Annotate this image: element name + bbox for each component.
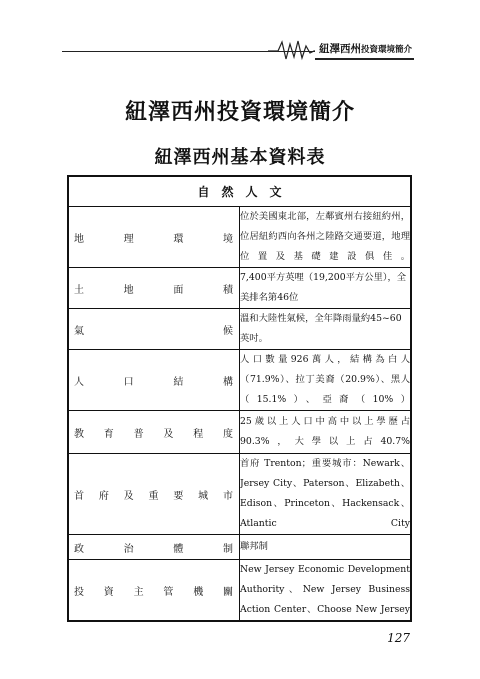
table-row <box>68 309 411 350</box>
row-label-char: 教 <box>74 428 84 440</box>
row-label-char: 要 <box>173 490 184 502</box>
row-label-char: 及 <box>123 490 134 502</box>
row-label-char: 主 <box>133 586 144 598</box>
row-label-char: 土 <box>74 284 84 296</box>
row-value: 首府 Trenton；重要城市：Newark、Jersey City、Paterson、Elizabeth、Edison、Princeton、Hackensack、Atlantic City <box>240 454 412 535</box>
table-title: 紐澤西州基本資料表 <box>154 147 326 168</box>
row-label-char: 地 <box>123 284 134 296</box>
table-row <box>68 535 411 560</box>
row-label <box>68 535 240 560</box>
row-label-char: 面 <box>173 284 184 296</box>
row-label-char: 首 <box>74 490 84 502</box>
row-value: New Jersey Economic Development Authority、New Jersey Business Action Center、Choose New Jersey <box>240 560 412 622</box>
row-label-char: 地 <box>74 233 84 245</box>
row-label-char: 治 <box>123 543 134 555</box>
table-row <box>68 207 411 268</box>
row-label <box>68 560 240 622</box>
table-row <box>68 350 411 411</box>
row-label-char: 資 <box>103 586 114 598</box>
page-number: 127 <box>387 631 410 645</box>
row-label-char: 候 <box>223 325 233 337</box>
table-row <box>68 560 411 622</box>
row-label-char: 度 <box>222 428 233 440</box>
row-label-char: 境 <box>222 233 233 245</box>
row-label-char: 關 <box>222 586 233 598</box>
row-label-char: 育 <box>103 428 114 440</box>
row-label-char: 府 <box>98 490 109 502</box>
row-label-char: 人 <box>74 376 84 388</box>
row-label-char: 積 <box>222 284 233 296</box>
row-value: 位於美國東北部，左鄰賓州右接紐約州，位居紐約西向各州之陸路交通要道，地理位置及基礎建設俱佳。 <box>240 207 412 268</box>
row-label <box>68 350 240 411</box>
row-label-char: 普 <box>133 428 144 440</box>
row-label <box>68 454 240 535</box>
row-label-char: 城 <box>198 490 209 502</box>
row-label <box>68 268 240 309</box>
row-label-char: 結 <box>173 376 184 388</box>
row-label-char: 市 <box>222 490 233 502</box>
page-title: 紐澤西州投資環境簡介 <box>124 100 355 125</box>
table-row <box>68 411 411 454</box>
row-value: 人口數量926萬人，結構為白人（71.9%）、拉丁美裔（20.9%）、黑人（15.1%）、亞裔（10%） <box>240 350 412 411</box>
row-label-char: 程 <box>193 428 204 440</box>
row-label-char: 及 <box>163 428 174 440</box>
row-value: 7,400平方英哩（19,200平方公里），全美排名第46位 <box>240 268 412 309</box>
row-label <box>68 309 240 350</box>
row-label-char: 環 <box>173 233 184 245</box>
table-heading: 自然人文 <box>68 176 411 207</box>
row-label-char: 理 <box>123 233 134 245</box>
row-label-char: 構 <box>222 376 233 388</box>
row-value: 25歲以上人口中高中以上學歷占90.3%，大學以上占40.7% <box>240 411 412 454</box>
row-label-char: 投 <box>74 586 84 598</box>
row-label-char: 管 <box>163 586 174 598</box>
row-label-char: 重 <box>148 490 159 502</box>
row-label-char: 制 <box>222 543 233 555</box>
row-label-char: 體 <box>173 543 184 555</box>
running-header-title: 紐澤西州投資環境簡介 <box>315 42 414 60</box>
row-label-char: 口 <box>123 376 134 388</box>
row-label-char: 氣 <box>74 325 84 337</box>
row-value: 聯邦制 <box>240 535 412 560</box>
running-header <box>62 39 414 61</box>
table-row <box>68 268 411 309</box>
row-label <box>68 207 240 268</box>
basic-info-table <box>67 175 412 622</box>
row-label <box>68 411 240 454</box>
row-value: 溫和大陸性氣候，全年降雨量約45~60英吋。 <box>240 309 412 350</box>
row-label-char: 機 <box>193 586 204 598</box>
table-row <box>68 454 411 535</box>
row-label-char: 政 <box>74 543 84 555</box>
